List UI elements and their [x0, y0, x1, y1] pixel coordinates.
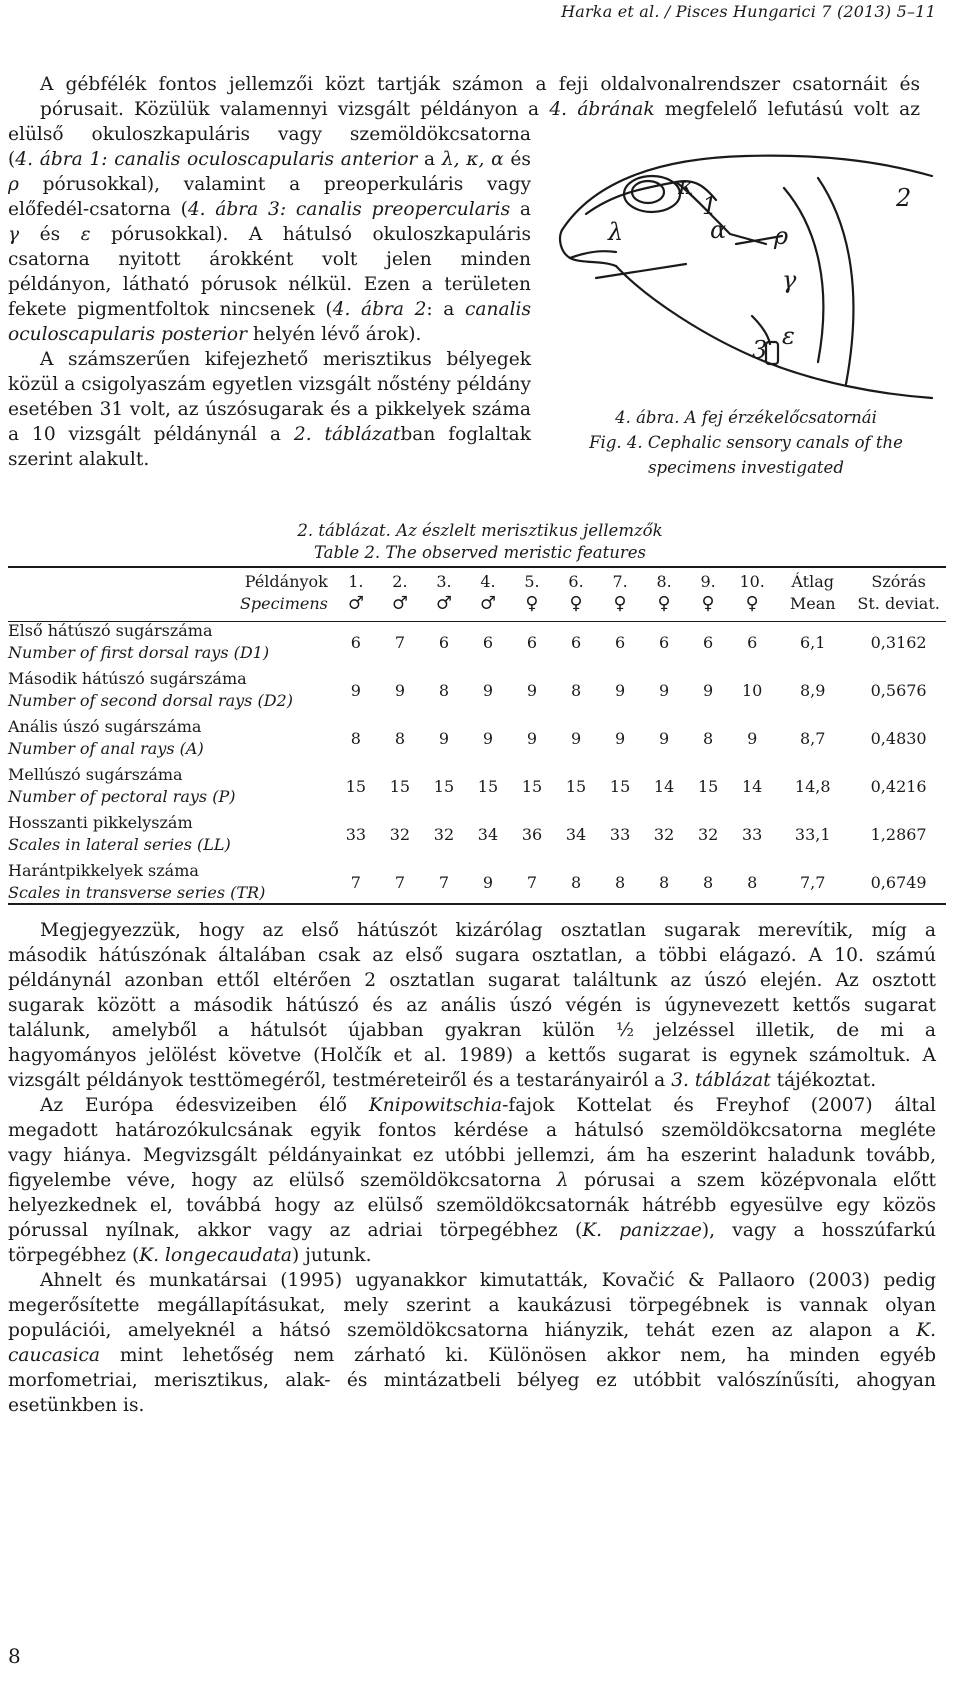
text-line: megerősítette megállapításukat, mely szerint a kaukázusi törpegébnek is vannak olyan	[8, 1295, 936, 1316]
specimen-header-7: 7. ♀	[598, 568, 642, 618]
table-cell: 15	[609, 776, 631, 796]
meristic-table	[8, 568, 946, 906]
table-cell: 8	[570, 680, 582, 700]
text-line: esetében 31 volt, az úszósugarak és a pikkelyek száma	[8, 399, 531, 420]
text-line: példányon, látható pórusok nélkül. Ezen a területen	[8, 274, 531, 295]
text-line: pórussal nyílnak, akkor vagy az adriai törpegébhez (K. panizzae), vagy a hosszúfarkú	[8, 1220, 936, 1241]
label-kappa: κ	[678, 172, 694, 200]
table-cell: 32	[389, 824, 411, 844]
specimen-header-4: 4. ♂	[466, 568, 510, 618]
table-cell: 9	[438, 728, 450, 748]
mean-cell: 6,1	[799, 632, 826, 652]
table-cell: 9	[659, 680, 670, 700]
specimens-header	[8, 568, 334, 618]
label-alpha: α	[710, 216, 727, 244]
male-symbol-icon: ♂	[391, 593, 408, 614]
label-2: 2	[896, 184, 912, 212]
table-cell: 8	[350, 728, 361, 748]
text-line: törpegébhez (K. longecaudata) jutunk.	[8, 1245, 372, 1266]
figure-caption-en-2: specimens investigated	[648, 458, 844, 477]
sd-cell: 0,4216	[870, 776, 927, 796]
table-cell: 8	[394, 728, 406, 748]
table-cell: 32	[697, 824, 719, 844]
female-symbol-icon: ♀	[613, 593, 627, 614]
text-line: pórusait. Közülük valamennyi vizsgált példányon a 4. ábrának megfelelő lefutású volt az	[40, 99, 920, 120]
table-caption	[200, 520, 760, 564]
female-symbol-icon: ♀	[701, 593, 715, 614]
sd-cell: 0,3162	[870, 632, 927, 652]
row-label: Első hátúszó sugárszáma Number of first dorsal rays (D1)	[8, 621, 270, 662]
table-cell: 9	[482, 872, 494, 892]
text-line: találunk, amelyből a hátulsót újabban gyakran külön ½ jelzéssel illetik, de mi a	[8, 1020, 936, 1041]
specimen-header-2: 2. ♂	[378, 568, 422, 618]
specimen-header-9: 9. ♀	[686, 568, 730, 618]
male-symbol-icon: ♂	[479, 593, 497, 614]
label-1: 1	[702, 192, 718, 220]
table-cell: 33	[609, 824, 631, 844]
paragraph-4	[8, 1093, 936, 1268]
table-cell: 6	[659, 632, 670, 652]
paragraph-5	[8, 1268, 936, 1418]
mouth-line	[570, 251, 616, 258]
text-line: γ és ε pórusokkal). A hátulsó okuloszkapuláris	[8, 224, 531, 245]
mean-cell: 8,9	[799, 680, 826, 700]
fish-head-figure	[556, 148, 936, 408]
text-line: Ahnelt és munkatársai (1995) ugyanakkor kimutatták, Kovačić & Pallaoro (2003) pedig	[40, 1270, 936, 1291]
preopercular-pore-box	[766, 342, 778, 364]
table-cell: 15	[565, 776, 587, 796]
text-line: közül a csigolyaszám egyetlen vizsgált nőstény példány	[8, 374, 531, 395]
table-cell: 15	[477, 776, 499, 796]
table-cell: 34	[565, 824, 587, 844]
jaw-outline	[616, 266, 932, 398]
row-label: Harántpikkelyek száma Scales in transverse series (TR)	[8, 861, 266, 902]
running-head: Harka et al. / Pisces Hungarici 7 (2013) 5–11	[561, 2, 936, 21]
row-label: Anális úszó sugárszáma Number of anal rays (A)	[8, 717, 204, 758]
text-line: Az Európa édesvizeiben élő Knipowitschia-fajok Kottelat és Freyhof (2007) által	[40, 1095, 936, 1116]
table-cell: 34	[477, 824, 499, 844]
figure-caption-hu: 4. ábra. A fej érzékelőcsatornái	[615, 408, 877, 427]
operculum-outline	[818, 178, 853, 384]
text-line: esetünkben is.	[8, 1395, 145, 1416]
table-row	[8, 858, 946, 906]
female-symbol-icon: ♀	[525, 593, 539, 614]
table-cell: 15	[389, 776, 411, 796]
paragraph-3	[8, 918, 936, 1093]
female-symbol-icon: ♀	[745, 593, 759, 614]
table-header-row	[8, 568, 946, 618]
text-line: helyezkednek el, továbbá hogy az elülső szemöldökcsatornák hátrébb egyesülve egy közös	[8, 1195, 936, 1216]
text-line: a 10 vizsgált példánynál a 2. táblázatban foglaltak	[8, 424, 532, 445]
specimen-header-10: 10. ♀	[730, 568, 774, 618]
table-cell: 15	[433, 776, 455, 796]
table-cell: 9	[570, 728, 582, 748]
row-label: Második hátúszó sugárszáma Number of second dorsal rays (D2)	[8, 669, 293, 710]
mean-cell: 7,7	[799, 872, 826, 892]
table-cell: 10	[741, 680, 763, 700]
table-cell: 6	[614, 632, 626, 652]
text-line: vagy hiánya. Megvizsgált példányainkat ez utóbbi jellemzi, ám ha eszerint haladunk tovább,	[8, 1145, 936, 1166]
figure-caption-en-1: Fig. 4. Cephalic sensory canals of the	[589, 433, 903, 452]
specimen-header-6: 6. ♀	[554, 568, 598, 618]
table-cell: 9	[659, 728, 670, 748]
page-number: 8	[8, 1644, 21, 1668]
text-line: csatorna nyitott árokként volt jelen minden	[8, 249, 531, 270]
table-cell: 9	[614, 680, 626, 700]
text-line: előfedél-csatorna (4. ábra 3: canalis preopercularis a	[8, 199, 531, 220]
text-line: sugarak között a második hátúszó és az anális úszó végén is úgynevezett kettős sugarat	[8, 995, 936, 1016]
mean-header: Átlag Mean	[789, 572, 836, 613]
table-cell: 9	[482, 728, 494, 748]
text-line: (4. ábra 1: canalis oculoscapularis anterior a λ, κ, α és	[8, 149, 531, 170]
table-row	[8, 618, 946, 666]
table-cell: 7	[394, 872, 406, 892]
female-symbol-icon: ♀	[569, 593, 583, 614]
table-cell: 8	[659, 872, 670, 892]
paragraph-1-left	[8, 122, 531, 347]
male-symbol-icon: ♂	[435, 593, 453, 614]
table-cell: 8	[570, 872, 582, 892]
specimen-header-5: 5. ♀	[510, 568, 554, 618]
table-cell: 9	[350, 680, 361, 700]
table-cell: 9	[703, 680, 714, 700]
mean-cell: 33,1	[794, 824, 831, 844]
table-cell: 8	[747, 872, 758, 892]
specimen-header-3: 3. ♂	[422, 568, 466, 618]
table-cell: 32	[653, 824, 675, 844]
table-cell: 6	[703, 632, 714, 652]
table-row	[8, 762, 946, 810]
table-cell: 9	[526, 680, 538, 700]
paragraph-2-left	[8, 347, 531, 472]
table-cell: 6	[570, 632, 582, 652]
text-line: morfometriai, merisztikus, alak- és mintázatbeli bélyeg ez utóbbit valószínűsíti, ahogyan	[8, 1370, 936, 1391]
text-line: vizsgált példányok testtömegéről, testméreteiről és a testarányairól a 3. táblázat tájékoztat.	[8, 1070, 877, 1091]
anterior-canal	[586, 181, 716, 214]
figure-caption	[556, 405, 936, 480]
table-cell: 14	[741, 776, 763, 796]
table-cell: 7	[350, 872, 361, 892]
label-gamma: γ	[782, 266, 797, 294]
text-line: caucasica mint lehetőség nem zárható ki. Különösen akkor nem, ha minden egyéb	[8, 1345, 936, 1366]
text-line: hagyományos jelölést követve (Holčík et al. 1989) a kettős sugarat is egynek számoltuk. A	[8, 1045, 936, 1066]
table-cell: 9	[614, 728, 626, 748]
text-line: ρ pórusokkal), valamint a preoperkuláris vagy	[8, 174, 531, 195]
text-line: második hátúszónak általában csak az első sugara osztatlan, a többi elágazó. A 10. számú	[8, 945, 936, 966]
table-cell: 7	[526, 872, 538, 892]
text-line: szerint alakult.	[8, 449, 150, 470]
table-cell: 33	[345, 824, 367, 844]
table-cell: 9	[394, 680, 406, 700]
text-line: elülső okuloszkapuláris vagy szemöldökcsatorna	[8, 124, 531, 145]
text-line: példánynál azonban ettől eltérően 2 osztatlan sugarat találtunk az úszó elején. Az osztott	[8, 970, 936, 991]
label-epsilon: ε	[782, 322, 795, 350]
table-cell: 6	[350, 632, 361, 652]
table-cell: 15	[345, 776, 367, 796]
table-cell: 8	[703, 872, 714, 892]
row-label: Hosszanti pikkelyszám Scales in lateral series (LL)	[8, 813, 231, 854]
text-line: A számszerűen kifejezhető merisztikus bélyegek	[40, 349, 531, 370]
text-line: A gébfélék fontos jellemzői közt tartják számon a feji oldalvonalrendszer csatornáit és	[40, 74, 920, 95]
table-cell: 8	[614, 872, 626, 892]
table-cell: 9	[482, 680, 494, 700]
specimen-header-1: 1. ♂	[334, 568, 378, 618]
label-rho: ρ	[774, 222, 789, 250]
table-cell: 32	[433, 824, 455, 844]
table-cell: 15	[697, 776, 719, 796]
sd-header: Szórás St. deviat.	[857, 572, 940, 613]
sd-cell: 0,6749	[870, 872, 927, 892]
table-cell: 6	[747, 632, 758, 652]
sd-cell: 0,4830	[870, 728, 927, 748]
text-line: Megjegyezzük, hogy az első hátúszót kizárólag osztatlan sugarak merevítik, míg a	[40, 920, 936, 941]
table-caption-en: Table 2. The observed meristic features	[313, 543, 647, 562]
table-cell: 14	[653, 776, 675, 796]
text-line: fekete pigmentfoltok nincsenek (4. ábra 2: a canalis	[8, 299, 532, 320]
table-cell: 8	[438, 680, 450, 700]
table-cell: 8	[703, 728, 714, 748]
text-line: figyelembe véve, hogy az elülső szemöldökcsatorna λ pórusai a szem középvonala előtt	[8, 1170, 936, 1191]
sd-cell: 1,2867	[870, 824, 927, 844]
table-cell: 9	[747, 728, 758, 748]
specimens-header-en: Specimens	[239, 594, 328, 613]
label-3: 3	[752, 336, 768, 364]
male-symbol-icon: ♂	[347, 593, 364, 614]
table-cell: 33	[741, 824, 763, 844]
text-line: megadott határozókulcsának egyik fontos kérdése a hátulsó szemöldökcsatorna megléte	[8, 1120, 936, 1141]
table-cell: 9	[526, 728, 538, 748]
table-row	[8, 666, 946, 714]
row-label: Mellúszó sugárszáma Number of pectoral rays (P)	[8, 765, 236, 806]
table-cell: 15	[521, 776, 543, 796]
specimens-header-hu: Példányok	[244, 572, 328, 591]
table-cell: 6	[526, 632, 538, 652]
mean-cell: 8,7	[799, 728, 826, 748]
label-lambda: λ	[608, 218, 624, 246]
table-caption-hu: 2. táblázat. Az észlelt merisztikus jellemzők	[297, 521, 663, 540]
mean-cell: 14,8	[794, 776, 831, 796]
table-row	[8, 714, 946, 762]
table-cell: 7	[438, 872, 450, 892]
table-cell: 6	[482, 632, 494, 652]
paragraph-1-full	[40, 72, 920, 122]
sd-cell: 0,5676	[870, 680, 927, 700]
cheek-line-2	[596, 264, 686, 278]
table-cell: 36	[521, 824, 543, 844]
text-line: oculoscapularis posterior helyén lévő árok).	[8, 324, 422, 345]
specimen-header-8: 8. ♀	[642, 568, 686, 618]
table-cell: 6	[438, 632, 450, 652]
table-cell: 7	[394, 632, 406, 652]
female-symbol-icon: ♀	[657, 593, 671, 614]
table-row	[8, 810, 946, 858]
text-line: populációi, amelyeknél a hátsó szemöldökcsatorna hiányzik, tehát ezen az alapon a K.	[8, 1320, 936, 1341]
